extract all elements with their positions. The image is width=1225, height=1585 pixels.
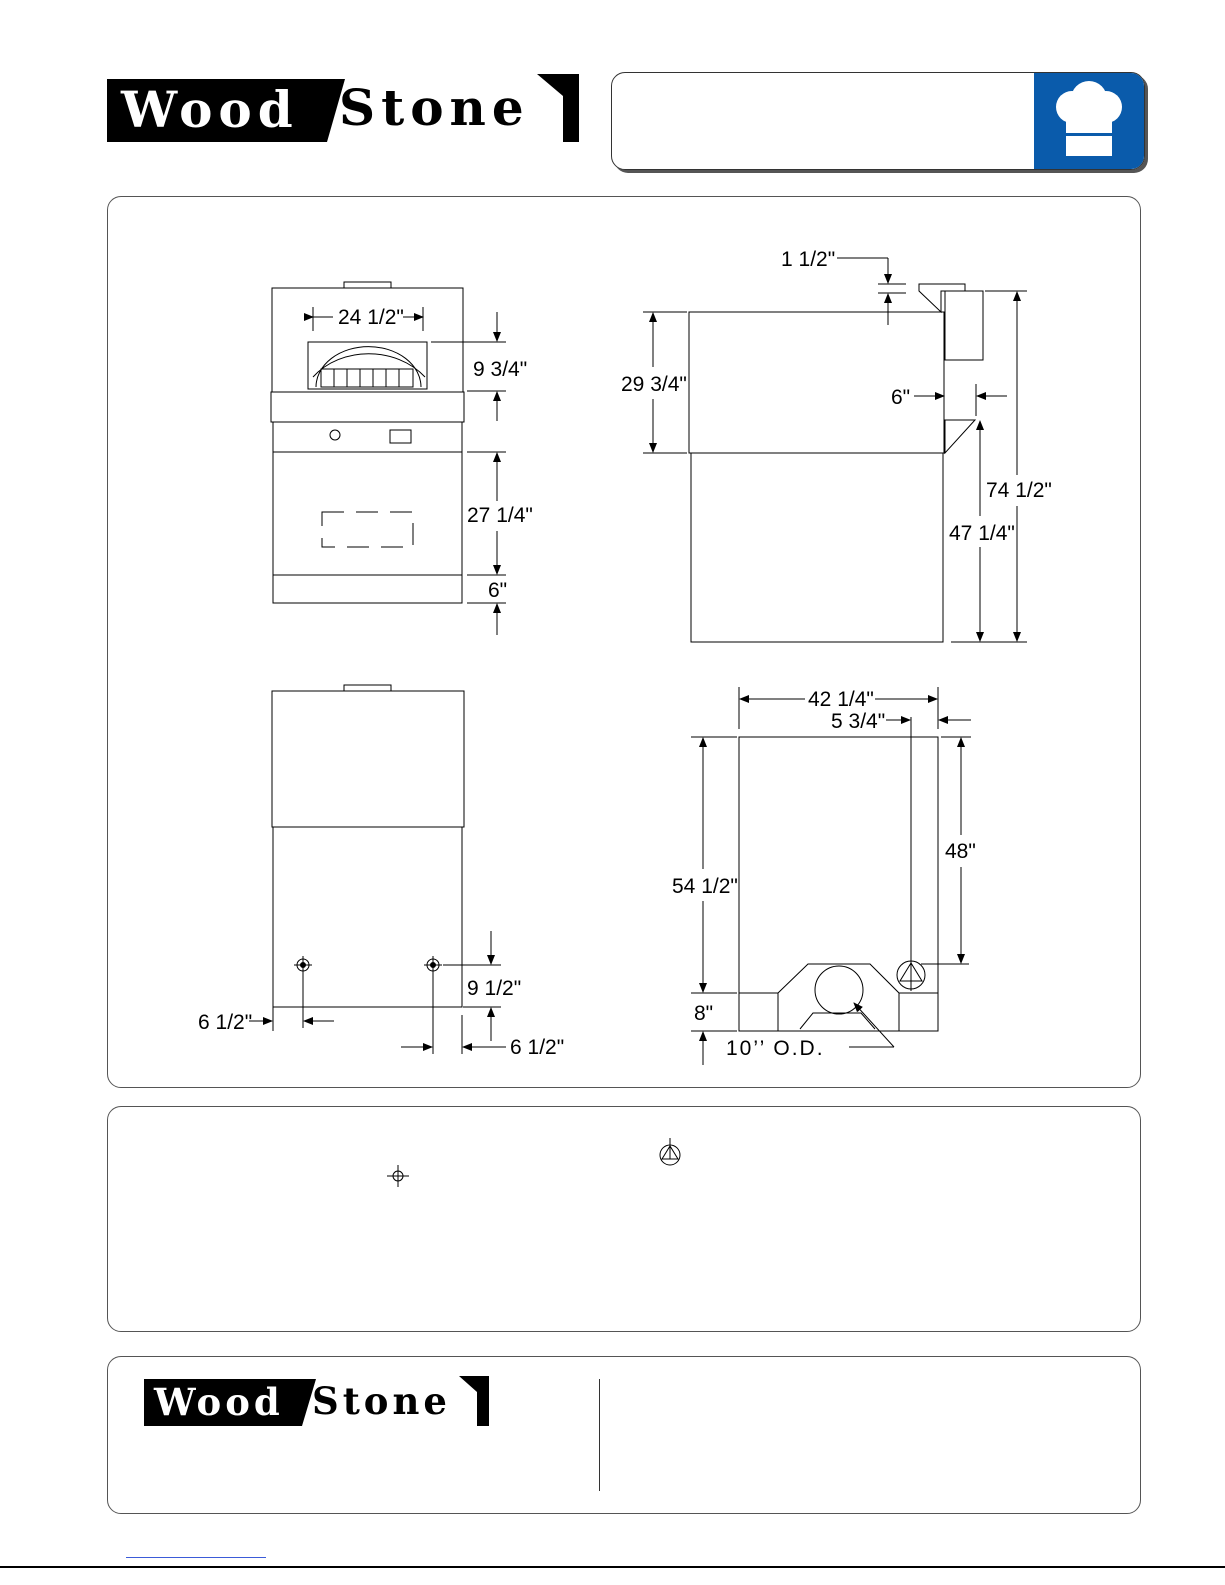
- bottom-link-underline[interactable]: [126, 1557, 266, 1558]
- top-gas-offset-label: 5 3/4": [831, 710, 886, 733]
- top-flue-diameter-label: 10’’ O.D.: [726, 1037, 825, 1060]
- drawings-svg: [108, 197, 1140, 1087]
- front-width-label: 24 1/2": [338, 306, 404, 329]
- front-view: [271, 282, 506, 635]
- notes-panel: [107, 1106, 1141, 1332]
- drawings-panel: [107, 196, 1141, 1088]
- side-counter-height-label: 47 1/4": [949, 522, 1015, 545]
- front-base-height-label: 27 1/4": [467, 504, 533, 527]
- footer-logo-word-stone: Stone: [312, 1379, 451, 1423]
- footer-divider: [599, 1379, 600, 1491]
- gas-connection-icon: [655, 1135, 685, 1169]
- side-flue-offset-label: 1 1/2": [781, 248, 836, 271]
- rear-connection-height-label: 9 1/2": [467, 977, 522, 1000]
- rear-left-offset-label: 6 1/2": [198, 1011, 253, 1034]
- electrical-connection-icon: [386, 1164, 410, 1188]
- logo-word-wood: Wood: [121, 80, 299, 139]
- bottom-rule: [0, 1566, 1225, 1568]
- logo-word-stone: Stone: [339, 78, 530, 137]
- top-overall-width-label: 42 1/4": [808, 688, 874, 711]
- footer-logo: [144, 1376, 489, 1428]
- title-box: [611, 72, 1145, 170]
- rear-right-offset-label: 6 1/2": [510, 1036, 565, 1059]
- top-gas-depth-label: 48": [945, 840, 976, 863]
- top-depth-label: 54 1/2": [672, 875, 738, 898]
- side-overall-height-label: 74 1/2": [986, 479, 1052, 502]
- top-flue-height-label: 8": [694, 1002, 714, 1025]
- footer-panel: [107, 1356, 1141, 1514]
- header-logo: [107, 74, 579, 144]
- side-dome-height-label: 29 3/4": [621, 373, 687, 396]
- front-foot-height-label: 6": [488, 579, 508, 602]
- footer-logo-word-wood: Wood: [154, 1380, 284, 1424]
- side-view: [643, 258, 1027, 642]
- chef-hat-icon: [1034, 73, 1144, 169]
- side-ledge-depth-label: 6": [891, 386, 911, 409]
- chef-hat-panel: [1034, 73, 1144, 169]
- front-window-height-label: 9 3/4": [473, 358, 528, 381]
